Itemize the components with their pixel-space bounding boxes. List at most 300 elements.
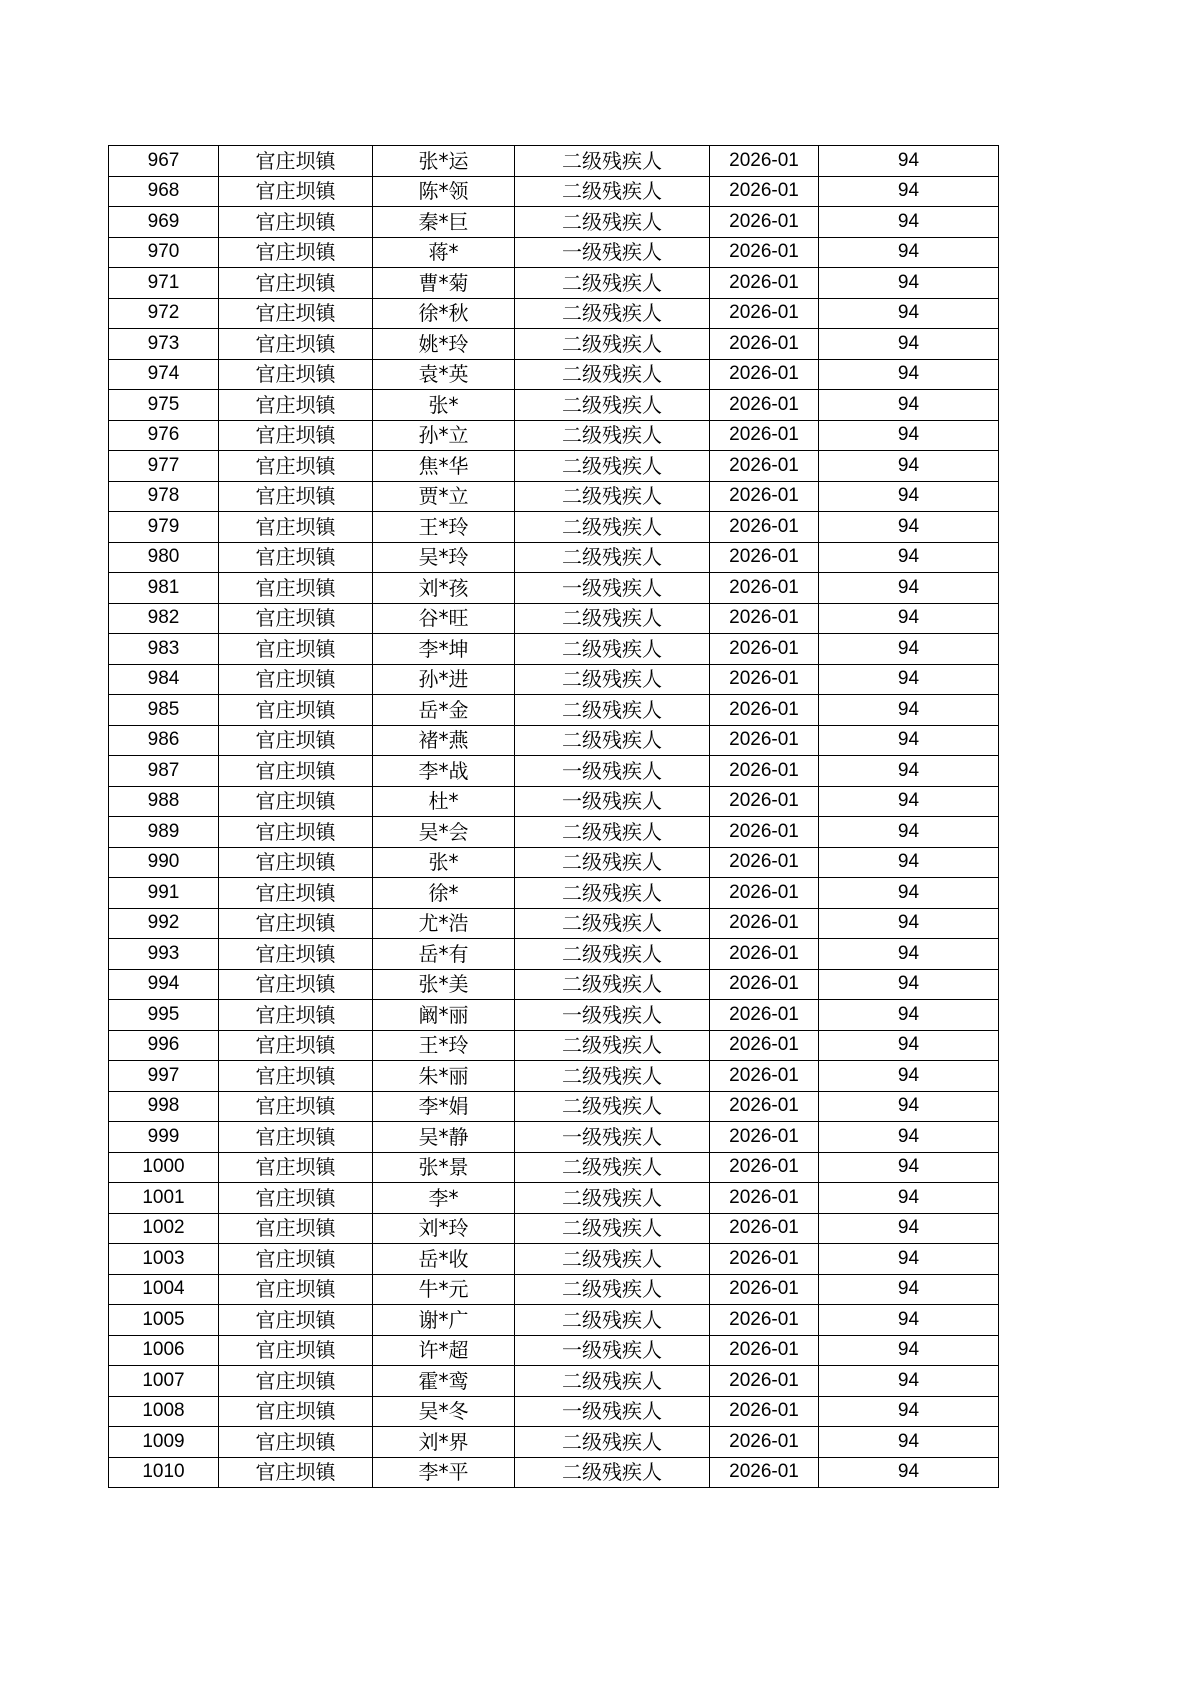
town-cell: 官庄坝镇 <box>219 1091 373 1122</box>
row-number-cell: 993 <box>109 939 219 970</box>
disability-level-cell: 二级残疾人 <box>515 542 710 573</box>
month-cell: 2026-01 <box>710 603 819 634</box>
town-cell: 官庄坝镇 <box>219 390 373 421</box>
disability-level-cell: 二级残疾人 <box>515 695 710 726</box>
name-cell: 尤*浩 <box>373 908 515 939</box>
disability-level-cell: 一级残疾人 <box>515 786 710 817</box>
month-cell: 2026-01 <box>710 756 819 787</box>
table-body <box>109 146 999 1488</box>
amount-cell: 94 <box>819 1030 999 1061</box>
row-number-cell: 1002 <box>109 1213 219 1244</box>
town-cell: 官庄坝镇 <box>219 786 373 817</box>
name-cell: 孙*立 <box>373 420 515 451</box>
disability-level-cell: 二级残疾人 <box>515 1274 710 1305</box>
month-cell: 2026-01 <box>710 1030 819 1061</box>
month-cell: 2026-01 <box>710 1366 819 1397</box>
amount-cell: 94 <box>819 146 999 177</box>
disability-level-cell: 二级残疾人 <box>515 1366 710 1397</box>
table-row <box>109 1091 999 1122</box>
month-cell: 2026-01 <box>710 1000 819 1031</box>
disability-level-cell: 二级残疾人 <box>515 1305 710 1336</box>
disability-level-cell: 二级残疾人 <box>515 664 710 695</box>
disability-level-cell: 二级残疾人 <box>515 603 710 634</box>
amount-cell: 94 <box>819 725 999 756</box>
amount-cell: 94 <box>819 1305 999 1336</box>
disability-level-cell: 二级残疾人 <box>515 1061 710 1092</box>
disability-level-cell: 二级残疾人 <box>515 817 710 848</box>
disability-level-cell: 二级残疾人 <box>515 451 710 482</box>
table-row <box>109 786 999 817</box>
amount-cell: 94 <box>819 1152 999 1183</box>
town-cell: 官庄坝镇 <box>219 695 373 726</box>
name-cell: 刘*界 <box>373 1427 515 1458</box>
town-cell: 官庄坝镇 <box>219 603 373 634</box>
name-cell: 张* <box>373 847 515 878</box>
row-number-cell: 991 <box>109 878 219 909</box>
row-number-cell: 997 <box>109 1061 219 1092</box>
month-cell: 2026-01 <box>710 847 819 878</box>
month-cell: 2026-01 <box>710 1122 819 1153</box>
amount-cell: 94 <box>819 420 999 451</box>
row-number-cell: 974 <box>109 359 219 390</box>
town-cell: 官庄坝镇 <box>219 1274 373 1305</box>
month-cell: 2026-01 <box>710 481 819 512</box>
table-row <box>109 176 999 207</box>
town-cell: 官庄坝镇 <box>219 207 373 238</box>
row-number-cell: 968 <box>109 176 219 207</box>
amount-cell: 94 <box>819 268 999 299</box>
table-row <box>109 1122 999 1153</box>
table-row <box>109 603 999 634</box>
table-row <box>109 207 999 238</box>
disability-level-cell: 二级残疾人 <box>515 1183 710 1214</box>
amount-cell: 94 <box>819 603 999 634</box>
row-number-cell: 973 <box>109 329 219 360</box>
name-cell: 徐* <box>373 878 515 909</box>
month-cell: 2026-01 <box>710 1152 819 1183</box>
amount-cell: 94 <box>819 878 999 909</box>
disability-level-cell: 二级残疾人 <box>515 207 710 238</box>
town-cell: 官庄坝镇 <box>219 1183 373 1214</box>
disability-level-cell: 二级残疾人 <box>515 1091 710 1122</box>
amount-cell: 94 <box>819 969 999 1000</box>
town-cell: 官庄坝镇 <box>219 268 373 299</box>
amount-cell: 94 <box>819 207 999 238</box>
town-cell: 官庄坝镇 <box>219 939 373 970</box>
amount-cell: 94 <box>819 1213 999 1244</box>
disability-level-cell: 二级残疾人 <box>515 878 710 909</box>
name-cell: 许*超 <box>373 1335 515 1366</box>
amount-cell: 94 <box>819 1335 999 1366</box>
name-cell: 孙*进 <box>373 664 515 695</box>
name-cell: 张*美 <box>373 969 515 1000</box>
town-cell: 官庄坝镇 <box>219 847 373 878</box>
name-cell: 陈*领 <box>373 176 515 207</box>
table-row <box>109 390 999 421</box>
table-row <box>109 1396 999 1427</box>
town-cell: 官庄坝镇 <box>219 1305 373 1336</box>
row-number-cell: 1003 <box>109 1244 219 1275</box>
town-cell: 官庄坝镇 <box>219 664 373 695</box>
name-cell: 姚*玲 <box>373 329 515 360</box>
amount-cell: 94 <box>819 908 999 939</box>
town-cell: 官庄坝镇 <box>219 512 373 543</box>
amount-cell: 94 <box>819 237 999 268</box>
table-row <box>109 298 999 329</box>
amount-cell: 94 <box>819 1396 999 1427</box>
town-cell: 官庄坝镇 <box>219 329 373 360</box>
table-row <box>109 1366 999 1397</box>
disability-level-cell: 二级残疾人 <box>515 1213 710 1244</box>
table-row <box>109 542 999 573</box>
row-number-cell: 986 <box>109 725 219 756</box>
month-cell: 2026-01 <box>710 786 819 817</box>
name-cell: 李*平 <box>373 1457 515 1488</box>
name-cell: 李*战 <box>373 756 515 787</box>
town-cell: 官庄坝镇 <box>219 1396 373 1427</box>
table-row <box>109 146 999 177</box>
table-row <box>109 756 999 787</box>
amount-cell: 94 <box>819 1457 999 1488</box>
amount-cell: 94 <box>819 359 999 390</box>
month-cell: 2026-01 <box>710 176 819 207</box>
row-number-cell: 975 <box>109 390 219 421</box>
month-cell: 2026-01 <box>710 451 819 482</box>
month-cell: 2026-01 <box>710 1061 819 1092</box>
town-cell: 官庄坝镇 <box>219 359 373 390</box>
disability-level-cell: 一级残疾人 <box>515 1335 710 1366</box>
row-number-cell: 979 <box>109 512 219 543</box>
town-cell: 官庄坝镇 <box>219 756 373 787</box>
name-cell: 牛*元 <box>373 1274 515 1305</box>
town-cell: 官庄坝镇 <box>219 542 373 573</box>
town-cell: 官庄坝镇 <box>219 969 373 1000</box>
row-number-cell: 972 <box>109 298 219 329</box>
row-number-cell: 1001 <box>109 1183 219 1214</box>
name-cell: 秦*巨 <box>373 207 515 238</box>
name-cell: 杜* <box>373 786 515 817</box>
amount-cell: 94 <box>819 847 999 878</box>
amount-cell: 94 <box>819 664 999 695</box>
amount-cell: 94 <box>819 329 999 360</box>
name-cell: 李*坤 <box>373 634 515 665</box>
row-number-cell: 980 <box>109 542 219 573</box>
month-cell: 2026-01 <box>710 512 819 543</box>
row-number-cell: 981 <box>109 573 219 604</box>
town-cell: 官庄坝镇 <box>219 237 373 268</box>
name-cell: 褚*燕 <box>373 725 515 756</box>
disability-level-cell: 二级残疾人 <box>515 146 710 177</box>
name-cell: 刘*玲 <box>373 1213 515 1244</box>
amount-cell: 94 <box>819 1091 999 1122</box>
town-cell: 官庄坝镇 <box>219 573 373 604</box>
disability-level-cell: 二级残疾人 <box>515 1427 710 1458</box>
row-number-cell: 976 <box>109 420 219 451</box>
row-number-cell: 1004 <box>109 1274 219 1305</box>
name-cell: 吴*冬 <box>373 1396 515 1427</box>
town-cell: 官庄坝镇 <box>219 908 373 939</box>
disability-level-cell: 二级残疾人 <box>515 481 710 512</box>
amount-cell: 94 <box>819 573 999 604</box>
amount-cell: 94 <box>819 1122 999 1153</box>
town-cell: 官庄坝镇 <box>219 1427 373 1458</box>
row-number-cell: 1000 <box>109 1152 219 1183</box>
table-row <box>109 1274 999 1305</box>
table-row <box>109 451 999 482</box>
disability-level-cell: 一级残疾人 <box>515 1000 710 1031</box>
month-cell: 2026-01 <box>710 725 819 756</box>
month-cell: 2026-01 <box>710 207 819 238</box>
name-cell: 岳*收 <box>373 1244 515 1275</box>
month-cell: 2026-01 <box>710 359 819 390</box>
table-row <box>109 1335 999 1366</box>
town-cell: 官庄坝镇 <box>219 1244 373 1275</box>
disability-level-cell: 二级残疾人 <box>515 390 710 421</box>
name-cell: 张* <box>373 390 515 421</box>
town-cell: 官庄坝镇 <box>219 420 373 451</box>
amount-cell: 94 <box>819 1427 999 1458</box>
name-cell: 徐*秋 <box>373 298 515 329</box>
month-cell: 2026-01 <box>710 908 819 939</box>
month-cell: 2026-01 <box>710 695 819 726</box>
row-number-cell: 990 <box>109 847 219 878</box>
name-cell: 霍*鸾 <box>373 1366 515 1397</box>
amount-cell: 94 <box>819 695 999 726</box>
town-cell: 官庄坝镇 <box>219 1030 373 1061</box>
row-number-cell: 1010 <box>109 1457 219 1488</box>
disability-level-cell: 二级残疾人 <box>515 298 710 329</box>
row-number-cell: 995 <box>109 1000 219 1031</box>
table-row <box>109 1183 999 1214</box>
amount-cell: 94 <box>819 1366 999 1397</box>
table-row <box>109 1457 999 1488</box>
town-cell: 官庄坝镇 <box>219 878 373 909</box>
town-cell: 官庄坝镇 <box>219 1213 373 1244</box>
name-cell: 贾*立 <box>373 481 515 512</box>
table-row <box>109 1030 999 1061</box>
month-cell: 2026-01 <box>710 1213 819 1244</box>
table-row <box>109 512 999 543</box>
disability-level-cell: 一级残疾人 <box>515 573 710 604</box>
row-number-cell: 971 <box>109 268 219 299</box>
row-number-cell: 996 <box>109 1030 219 1061</box>
town-cell: 官庄坝镇 <box>219 1366 373 1397</box>
month-cell: 2026-01 <box>710 634 819 665</box>
row-number-cell: 994 <box>109 969 219 1000</box>
row-number-cell: 998 <box>109 1091 219 1122</box>
town-cell: 官庄坝镇 <box>219 146 373 177</box>
name-cell: 阚*丽 <box>373 1000 515 1031</box>
row-number-cell: 999 <box>109 1122 219 1153</box>
name-cell: 蒋* <box>373 237 515 268</box>
row-number-cell: 970 <box>109 237 219 268</box>
month-cell: 2026-01 <box>710 420 819 451</box>
name-cell: 岳*金 <box>373 695 515 726</box>
disability-level-cell: 二级残疾人 <box>515 847 710 878</box>
table-row <box>109 268 999 299</box>
name-cell: 张*运 <box>373 146 515 177</box>
name-cell: 岳*有 <box>373 939 515 970</box>
town-cell: 官庄坝镇 <box>219 817 373 848</box>
town-cell: 官庄坝镇 <box>219 1457 373 1488</box>
town-cell: 官庄坝镇 <box>219 1335 373 1366</box>
month-cell: 2026-01 <box>710 542 819 573</box>
table-row <box>109 939 999 970</box>
month-cell: 2026-01 <box>710 969 819 1000</box>
name-cell: 刘*孩 <box>373 573 515 604</box>
row-number-cell: 1005 <box>109 1305 219 1336</box>
disability-level-cell: 二级残疾人 <box>515 1152 710 1183</box>
table-row <box>109 908 999 939</box>
town-cell: 官庄坝镇 <box>219 634 373 665</box>
month-cell: 2026-01 <box>710 1427 819 1458</box>
month-cell: 2026-01 <box>710 237 819 268</box>
disability-level-cell: 一级残疾人 <box>515 237 710 268</box>
month-cell: 2026-01 <box>710 1396 819 1427</box>
row-number-cell: 989 <box>109 817 219 848</box>
disability-level-cell: 一级残疾人 <box>515 756 710 787</box>
month-cell: 2026-01 <box>710 1274 819 1305</box>
month-cell: 2026-01 <box>710 878 819 909</box>
month-cell: 2026-01 <box>710 939 819 970</box>
amount-cell: 94 <box>819 542 999 573</box>
amount-cell: 94 <box>819 756 999 787</box>
disability-level-cell: 二级残疾人 <box>515 359 710 390</box>
town-cell: 官庄坝镇 <box>219 1152 373 1183</box>
table-row <box>109 725 999 756</box>
name-cell: 张*景 <box>373 1152 515 1183</box>
row-number-cell: 1007 <box>109 1366 219 1397</box>
amount-cell: 94 <box>819 1183 999 1214</box>
town-cell: 官庄坝镇 <box>219 298 373 329</box>
month-cell: 2026-01 <box>710 573 819 604</box>
table-row <box>109 847 999 878</box>
amount-cell: 94 <box>819 817 999 848</box>
amount-cell: 94 <box>819 176 999 207</box>
name-cell: 朱*丽 <box>373 1061 515 1092</box>
row-number-cell: 978 <box>109 481 219 512</box>
month-cell: 2026-01 <box>710 664 819 695</box>
town-cell: 官庄坝镇 <box>219 481 373 512</box>
table-row <box>109 1152 999 1183</box>
month-cell: 2026-01 <box>710 146 819 177</box>
table-row <box>109 969 999 1000</box>
row-number-cell: 1009 <box>109 1427 219 1458</box>
disability-level-cell: 二级残疾人 <box>515 176 710 207</box>
month-cell: 2026-01 <box>710 1305 819 1336</box>
name-cell: 曹*菊 <box>373 268 515 299</box>
table-row <box>109 1427 999 1458</box>
name-cell: 王*玲 <box>373 512 515 543</box>
month-cell: 2026-01 <box>710 817 819 848</box>
row-number-cell: 992 <box>109 908 219 939</box>
table-row <box>109 573 999 604</box>
table-row <box>109 1213 999 1244</box>
disability-level-cell: 二级残疾人 <box>515 1244 710 1275</box>
month-cell: 2026-01 <box>710 1183 819 1214</box>
table-row <box>109 634 999 665</box>
month-cell: 2026-01 <box>710 268 819 299</box>
name-cell: 焦*华 <box>373 451 515 482</box>
row-number-cell: 983 <box>109 634 219 665</box>
amount-cell: 94 <box>819 390 999 421</box>
table-row <box>109 329 999 360</box>
table-row <box>109 1061 999 1092</box>
amount-cell: 94 <box>819 481 999 512</box>
month-cell: 2026-01 <box>710 1091 819 1122</box>
table-row <box>109 481 999 512</box>
table-row <box>109 1244 999 1275</box>
name-cell: 李*娟 <box>373 1091 515 1122</box>
amount-cell: 94 <box>819 1061 999 1092</box>
row-number-cell: 988 <box>109 786 219 817</box>
town-cell: 官庄坝镇 <box>219 1000 373 1031</box>
disability-level-cell: 二级残疾人 <box>515 1457 710 1488</box>
name-cell: 李* <box>373 1183 515 1214</box>
town-cell: 官庄坝镇 <box>219 451 373 482</box>
table-row <box>109 237 999 268</box>
disability-level-cell: 二级残疾人 <box>515 1030 710 1061</box>
table-row <box>109 420 999 451</box>
table-row <box>109 1000 999 1031</box>
row-number-cell: 985 <box>109 695 219 726</box>
town-cell: 官庄坝镇 <box>219 176 373 207</box>
table-row <box>109 1305 999 1336</box>
row-number-cell: 977 <box>109 451 219 482</box>
table-row <box>109 359 999 390</box>
row-number-cell: 987 <box>109 756 219 787</box>
disability-level-cell: 二级残疾人 <box>515 268 710 299</box>
amount-cell: 94 <box>819 1244 999 1275</box>
month-cell: 2026-01 <box>710 1457 819 1488</box>
subsidy-table <box>108 145 999 1488</box>
row-number-cell: 1008 <box>109 1396 219 1427</box>
disability-level-cell: 二级残疾人 <box>515 969 710 1000</box>
row-number-cell: 967 <box>109 146 219 177</box>
disability-level-cell: 二级残疾人 <box>515 512 710 543</box>
name-cell: 吴*静 <box>373 1122 515 1153</box>
row-number-cell: 984 <box>109 664 219 695</box>
disability-level-cell: 二级残疾人 <box>515 939 710 970</box>
name-cell: 谢*广 <box>373 1305 515 1336</box>
table-row <box>109 664 999 695</box>
row-number-cell: 969 <box>109 207 219 238</box>
town-cell: 官庄坝镇 <box>219 725 373 756</box>
month-cell: 2026-01 <box>710 329 819 360</box>
disability-level-cell: 一级残疾人 <box>515 1396 710 1427</box>
name-cell: 王*玲 <box>373 1030 515 1061</box>
row-number-cell: 982 <box>109 603 219 634</box>
name-cell: 谷*旺 <box>373 603 515 634</box>
disability-level-cell: 二级残疾人 <box>515 908 710 939</box>
amount-cell: 94 <box>819 786 999 817</box>
table-row <box>109 695 999 726</box>
disability-level-cell: 二级残疾人 <box>515 634 710 665</box>
name-cell: 吴*玲 <box>373 542 515 573</box>
row-number-cell: 1006 <box>109 1335 219 1366</box>
table-row <box>109 817 999 848</box>
disability-level-cell: 二级残疾人 <box>515 725 710 756</box>
month-cell: 2026-01 <box>710 1335 819 1366</box>
amount-cell: 94 <box>819 1274 999 1305</box>
disability-level-cell: 一级残疾人 <box>515 1122 710 1153</box>
town-cell: 官庄坝镇 <box>219 1122 373 1153</box>
name-cell: 袁*英 <box>373 359 515 390</box>
table-row <box>109 878 999 909</box>
amount-cell: 94 <box>819 512 999 543</box>
month-cell: 2026-01 <box>710 390 819 421</box>
month-cell: 2026-01 <box>710 298 819 329</box>
